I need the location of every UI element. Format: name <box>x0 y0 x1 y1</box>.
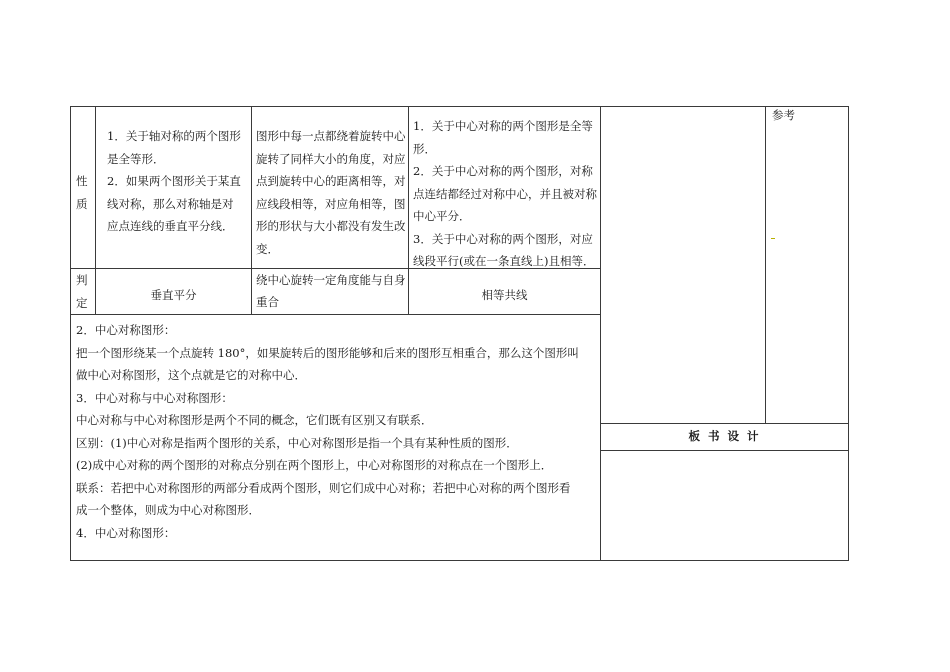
rotation-judge: 绕中心旋转一定角度能与自身重合 <box>256 273 406 309</box>
reference-label: 参考 <box>772 108 795 122</box>
body-line-2: 把一个图形绕某一个点旋转 180°，如果旋转后的图形能够和后来的图形互相重合，那么这个图形叫 <box>76 346 579 360</box>
main-side-divider <box>600 106 601 561</box>
outer-top-border <box>70 106 849 107</box>
table-col-divider-2 <box>251 106 252 315</box>
body-line-4: 3．中心对称与中心对称图形： <box>76 391 233 405</box>
row-label-judge: 判 定 <box>76 273 88 310</box>
body-line-7: (2)成中心对称的两个图形的对称点分别在两个图形上，中心对称图形的对称点在一个图形上． <box>76 458 553 472</box>
body-line-6: 区别：(1)中心对称是指两个图形的关系，中心对称图形是指一个具有某种性质的图形． <box>76 436 518 450</box>
body-line-5: 中心对称与中心对称图形是两个不同的概念，它们既有区别又有联系． <box>76 413 433 427</box>
body-line-8: 联系：若把中心对称图形的两部分看成两个图形，则它们成中心对称；若把中心对称的两个图形看 <box>76 481 571 495</box>
body-line-3: 做中心对称图形，这个点就是它的对称中心． <box>76 368 306 382</box>
outer-left-border <box>70 106 71 561</box>
table-bottom-divider <box>70 314 601 315</box>
body-line-10: 4．中心对称图形： <box>76 526 176 540</box>
central-symmetry-property: 1．关于中心对称的两个图形是全等形． 2．关于中心对称的两个图形，对称点连结都经过对称中心，并且被对称中心平分． 3．关于中心对称的两个图形，对应线段平行(或在一条直线上)且相等． <box>413 119 597 268</box>
row-label-property: 性 质 <box>76 174 88 211</box>
body-line-1: 2．中心对称图形： <box>76 323 176 337</box>
central-symmetry-judge: 相等共线 <box>481 288 528 302</box>
board-design-bottom-border <box>600 450 849 451</box>
board-design-heading: 板 书 设 计 <box>688 429 761 443</box>
side-inner-divider <box>765 106 766 423</box>
axial-symmetry-judge: 垂直平分 <box>150 288 197 302</box>
board-design-top-border <box>600 423 849 424</box>
rotation-property: 图形中每一点都绕着旋转中心旋转了同样大小的角度，对应点到旋转中心的距离相等，对应线段相等，对应角相等，图形的形状与大小都没有发生改变． <box>256 129 406 256</box>
stray-mark <box>771 238 775 239</box>
outer-right-border <box>848 106 849 561</box>
outer-bottom-border <box>70 560 849 561</box>
body-line-9: 成一个整体，则成为中心对称图形． <box>76 503 260 517</box>
axial-symmetry-property: 1．关于轴对称的两个图形是全等形． 2．如果两个图形关于某直线对称，那么对称轴是对应点连线的垂直平分线． <box>107 129 241 233</box>
